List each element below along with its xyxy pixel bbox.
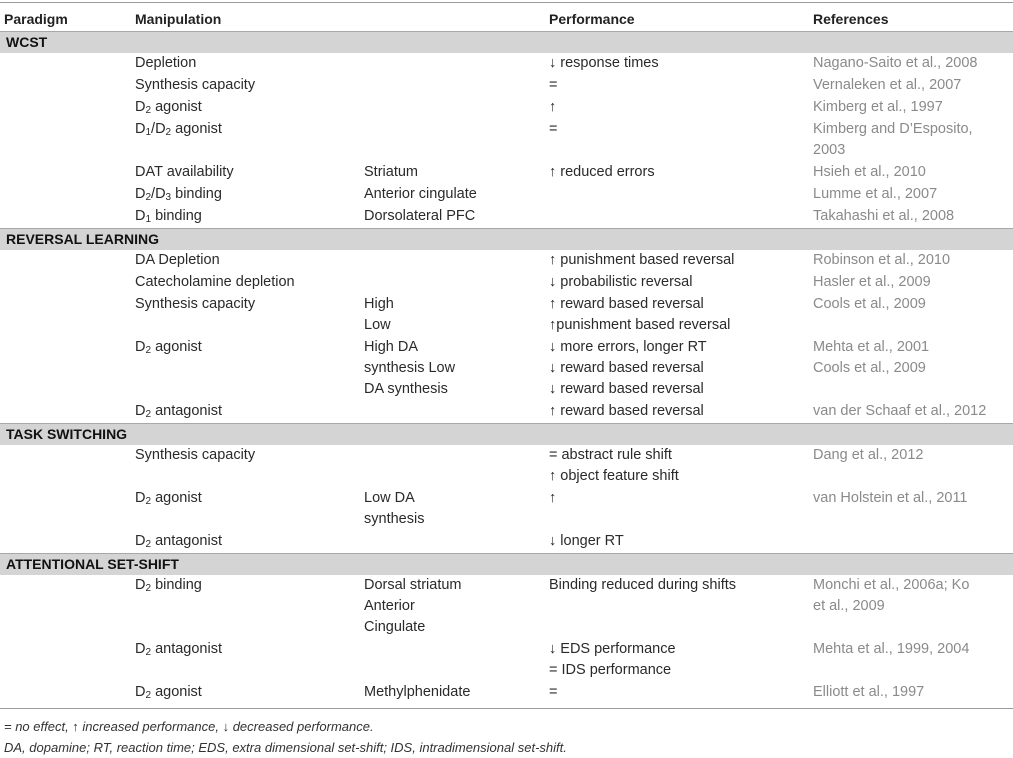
header-paradigm: Paradigm [4,11,68,27]
bottom-rule [0,708,1013,709]
performance-cell: ↓ longer RT [549,533,624,549]
top-rule [0,2,1013,3]
performance-cell: ↑punishment based reversal [549,317,731,333]
performance-cell: ↓ reward based reversal [549,381,704,397]
header-references: References [813,11,889,27]
region-cell: Anterior [364,598,415,614]
region-cell: Methylphenidate [364,684,471,700]
performance-cell: ↑ punishment based reversal [549,252,735,268]
performance-cell: ↓ reward based reversal [549,360,704,376]
performance-cell: = IDS performance [549,662,672,678]
manipulation-cell: $D_2$ agonist [135,99,202,116]
section-title: TASK SWITCHING [6,426,128,442]
performance-cell: ↑ reduced errors [549,164,655,180]
manipulation-cell: Depletion [135,55,197,71]
region-cell: Dorsolateral PFC [364,208,476,224]
section-title: WCST [6,34,48,50]
region-cell: Dorsal striatum [364,577,462,593]
performance-cell: Binding reduced during shifts [549,577,737,593]
reference-cell: 2003 [813,142,846,158]
reference-cell: Hsieh et al., 2010 [813,164,926,180]
performance-cell: ↓ probabilistic reversal [549,274,693,290]
reference-cell: Nagano-Saito et al., 2008 [813,55,978,71]
performance-cell: = [549,121,558,137]
footnote-symbols: = no effect, ↑ increased performance, ↓ decreased performance. [4,719,374,734]
manipulation-cell: $D_2$ agonist [135,684,202,701]
reference-cell: Robinson et al., 2010 [813,252,951,268]
manipulation-cell: $D_2$ antagonist [135,533,222,550]
header-performance: Performance [549,11,635,27]
header-manipulation: Manipulation [135,11,222,27]
region-cell: High [364,296,394,312]
reference-cell: Kimberg et al., 1997 [813,99,943,115]
reference-cell: Vernaleken et al., 2007 [813,77,962,93]
reference-cell: Mehta et al., 2001 [813,339,930,355]
performance-cell: ↑ object feature shift [549,468,679,484]
reference-cell: Mehta et al., 1999, 2004 [813,641,970,657]
manipulation-cell: $D_2$ agonist [135,490,202,507]
section-wcst [0,31,1013,53]
footnote-abbreviations: DA, dopamine; RT, reaction time; EDS, extra dimensional set-shift; IDS, intradimensional set-shift. [4,740,567,755]
manipulation-cell: Synthesis capacity [135,77,256,93]
performance-cell: = [549,77,558,93]
manipulation-cell: $D_2$ agonist [135,339,202,356]
section-title: ATTENTIONAL SET-SHIFT [6,556,179,572]
region-cell: Low DA [364,490,415,506]
reference-cell: van Holstein et al., 2011 [813,490,968,506]
region-cell: synthesis [364,511,425,527]
region-cell: Cingulate [364,619,426,635]
reference-cell: Lumme et al., 2007 [813,186,938,202]
section-attentional-set-shift [0,553,1013,575]
manipulation-cell: DA Depletion [135,252,220,268]
region-cell: Low [364,317,391,333]
section-task-switching [0,423,1013,445]
region-cell: DA synthesis [364,381,448,397]
region-cell: High DA [364,339,418,355]
manipulation-cell: $D_1/D_2$ agonist [135,121,222,138]
performance-cell: = abstract rule shift [549,447,672,463]
section-reversal-learning [0,228,1013,250]
reference-cell: Cools et al., 2009 [813,360,926,376]
manipulation-cell: $D_2$ antagonist [135,641,222,658]
reference-cell: et al., 2009 [813,598,885,614]
manipulation-cell: Synthesis capacity [135,447,256,463]
manipulation-cell: Catecholamine depletion [135,274,295,290]
performance-cell: ↑ [549,99,557,115]
manipulation-cell: Synthesis capacity [135,296,256,312]
performance-cell: = [549,684,558,700]
reference-cell: Takahashi et al., 2008 [813,208,955,224]
reference-cell: Hasler et al., 2009 [813,274,931,290]
performance-cell: ↓ more errors, longer RT [549,339,707,355]
region-cell: Striatum [364,164,418,180]
reference-cell: van der Schaaf et al., 2012 [813,403,987,419]
manipulation-cell: $D_2/D_3$ binding [135,186,222,203]
performance-cell: ↓ response times [549,55,659,71]
section-title: REVERSAL LEARNING [6,231,159,247]
manipulation-cell: $D_1$ binding [135,208,202,225]
manipulation-cell: DAT availability [135,164,234,180]
reference-cell: Cools et al., 2009 [813,296,926,312]
manipulation-cell: $D_2$ binding [135,577,202,594]
performance-cell: ↑ reward based reversal [549,296,704,312]
region-cell: synthesis Low [364,360,456,376]
performance-cell: ↑ [549,490,557,506]
reference-cell: Monchi et al., 2006a; Ko [813,577,970,593]
performance-cell: ↑ reward based reversal [549,403,704,419]
performance-cell: ↓ EDS performance [549,641,676,657]
manipulation-cell: $D_2$ antagonist [135,403,222,420]
region-cell: Anterior cingulate [364,186,477,202]
reference-cell: Dang et al., 2012 [813,447,924,463]
reference-cell: Elliott et al., 1997 [813,684,925,700]
reference-cell: Kimberg and D’Esposito, [813,121,973,137]
